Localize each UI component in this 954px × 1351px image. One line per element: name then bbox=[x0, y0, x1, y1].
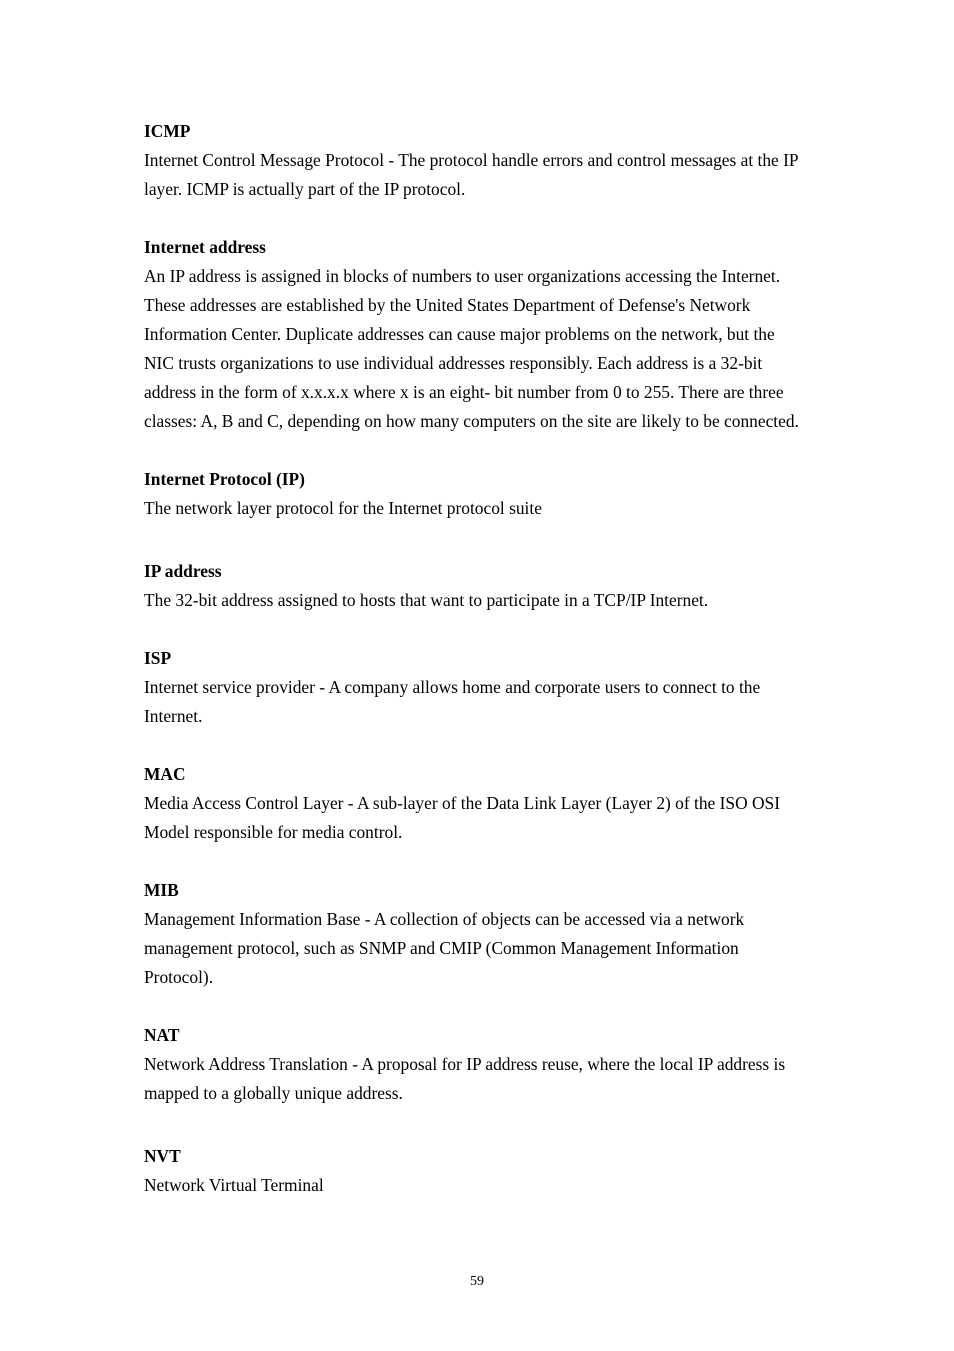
entry-spacer bbox=[144, 1108, 808, 1142]
glossary-term: ICMP bbox=[144, 121, 191, 141]
glossary-entry-internet-protocol bbox=[144, 465, 808, 523]
glossary-entry-mac bbox=[144, 760, 808, 847]
glossary-definition: An IP address is assigned in blocks of numbers to user organizations accessing the Internet. These addresses are established by the United States Department of Defense's Network Information Center. Duplicate addresses can cause major problems on the network, but the NIC trusts organizations to use individual addresses responsibly. Each address is a 32-bit address in the form of x.x.x.x where x is an eight- bit number from 0 to 255. There are three classes: A, B and C, depending on how many computers on the site are likely to be connected. bbox=[144, 266, 799, 431]
entry-spacer bbox=[144, 847, 808, 876]
glossary-definition: Internet service provider - A company allows home and corporate users to connect to the Internet. bbox=[144, 677, 761, 726]
glossary-definition: The 32-bit address assigned to hosts that want to participate in a TCP/IP Internet. bbox=[144, 590, 709, 610]
entry-spacer bbox=[144, 992, 808, 1021]
glossary-definition: Internet Control Message Protocol - The protocol handle errors and control messages at the IP layer. ICMP is actually part of the IP protocol. bbox=[144, 150, 798, 199]
glossary-term: NVT bbox=[144, 1146, 181, 1166]
glossary-entry-mib bbox=[144, 876, 808, 992]
glossary-entry-icmp bbox=[144, 117, 808, 204]
glossary-term: Internet address bbox=[144, 237, 266, 257]
glossary-term: MAC bbox=[144, 764, 186, 784]
entry-spacer bbox=[144, 731, 808, 760]
glossary-term: MIB bbox=[144, 880, 179, 900]
glossary-entry-nvt bbox=[144, 1142, 808, 1200]
glossary-definition: Network Address Translation - A proposal for IP address reuse, where the local IP address is mapped to a globally unique address. bbox=[144, 1054, 786, 1103]
entry-spacer bbox=[144, 204, 808, 233]
glossary-page bbox=[144, 117, 808, 1200]
glossary-entry-nat bbox=[144, 1021, 808, 1108]
glossary-term: ISP bbox=[144, 648, 172, 668]
glossary-term: NAT bbox=[144, 1025, 180, 1045]
entry-spacer bbox=[144, 436, 808, 465]
glossary-entry-ip-address bbox=[144, 557, 808, 615]
glossary-entry-isp bbox=[144, 644, 808, 731]
entry-spacer bbox=[144, 523, 808, 557]
glossary-definition: Management Information Base - A collection of objects can be accessed via a network management protocol, such as SNMP and CMIP (Common Management Information Protocol). bbox=[144, 909, 745, 987]
glossary-definition: Network Virtual Terminal bbox=[144, 1175, 324, 1195]
glossary-entry-internet-address bbox=[144, 233, 808, 436]
glossary-term: IP address bbox=[144, 561, 222, 581]
glossary-definition: Media Access Control Layer - A sub-layer of the Data Link Layer (Layer 2) of the ISO OSI Model responsible for media control. bbox=[144, 793, 781, 842]
page-number: 59 bbox=[470, 1274, 484, 1289]
glossary-term: Internet Protocol (IP) bbox=[144, 469, 305, 489]
entry-spacer bbox=[144, 615, 808, 644]
glossary-definition: The network layer protocol for the Internet protocol suite bbox=[144, 498, 542, 518]
